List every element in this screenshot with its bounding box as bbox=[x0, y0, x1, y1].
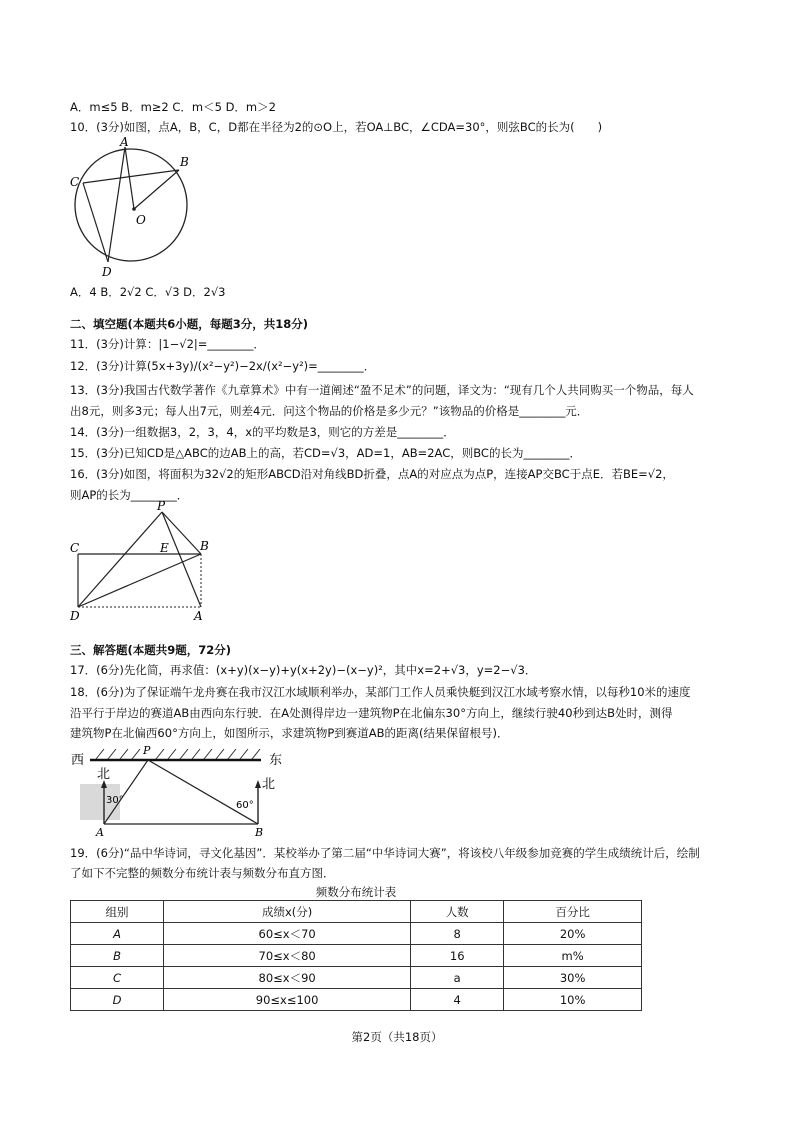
north-label-b: 北 bbox=[262, 777, 276, 792]
river-label-b: B bbox=[255, 826, 264, 839]
q19-text-line2: 了如下不完整的频数分布统计表与频数分布直方图． bbox=[70, 866, 335, 880]
q18-text-line2: 沿平行于岸边的赛道AB由西向东行驶．在A处测得岸边一建筑物P在北偏东30°方向上，继续行驶40秒到达B处时，测得 bbox=[70, 706, 673, 720]
q17-text: 17．(6分)先化简，再求值：(x+y)(x−y)+y(x+2y)−(x−y)²，其中x=2+√3，y=2−√3． bbox=[70, 663, 537, 677]
river-label-a: A bbox=[96, 826, 104, 839]
table-header: 人数 bbox=[411, 901, 504, 923]
q12-text: 12．(3分)计算(5x+3y)/(x²−y²)−2x/(x²−y²)=________． bbox=[70, 359, 376, 373]
angle-30-label: 30° bbox=[106, 795, 124, 806]
rect-label-c: C bbox=[70, 541, 80, 555]
q14-text: 14．(3分)一组数据3，2，3，4，x的平均数是3，则它的方差是________． bbox=[70, 425, 455, 439]
table-cell: 70≤x＜80 bbox=[164, 945, 411, 967]
table-cell: 20% bbox=[504, 923, 642, 945]
rect-label-e: E bbox=[160, 541, 169, 555]
table-cell: 80≤x＜90 bbox=[164, 967, 411, 989]
table-row bbox=[71, 923, 642, 945]
table-cell: 90≤x≤100 bbox=[164, 989, 411, 1011]
rect-label-d: D bbox=[70, 609, 80, 623]
table-header: 百分比 bbox=[504, 901, 642, 923]
q10-text: 10．(3分)如图，点A，B，C，D都在半径为2的⊙O上，若OA⊥BC，∠CDA=30°，则弦BC的长为( ) bbox=[70, 120, 603, 134]
circle-label-c: C bbox=[70, 175, 80, 189]
table-cell: 4 bbox=[411, 989, 504, 1011]
river-bank-figure bbox=[66, 740, 296, 840]
table-header-row bbox=[71, 901, 642, 923]
q11-text: 11．(3分)计算：|1−√2|=________． bbox=[70, 337, 265, 351]
circle-figure bbox=[66, 134, 196, 284]
west-label: 西 bbox=[71, 753, 85, 768]
circle-label-a: A bbox=[120, 135, 129, 149]
table-cell: 8 bbox=[411, 923, 504, 945]
table-cell: B bbox=[71, 945, 164, 967]
table-cell: A bbox=[71, 923, 164, 945]
circle-label-d: D bbox=[102, 265, 112, 279]
table-cell: 16 bbox=[411, 945, 504, 967]
section2-title: 二、填空题(本题共6小题，每题3分，共18分) bbox=[70, 317, 309, 331]
q13-text-line2: 出8元，则多3元；每人出7元，则差4元．问这个物品的价格是多少元？”该物品的价格是________元． bbox=[70, 404, 589, 418]
q9-options: A．m≤5 B．m≥2 C．m＜5 D．m＞2 bbox=[70, 100, 276, 114]
q10-options: A．4 B．2√2 C．√3 D．2√3 bbox=[70, 285, 226, 299]
east-label: 东 bbox=[269, 753, 283, 768]
table-cell: D bbox=[71, 989, 164, 1011]
rect-label-p: P bbox=[157, 499, 166, 513]
q13-text-line1: 13．(3分)我国古代数学著作《九章算术》中有一道阐述“盈不足术”的问题，译文为：“现有几个人共同购买一个物品，每人 bbox=[70, 383, 694, 397]
table-cell: m% bbox=[504, 945, 642, 967]
table-header: 成绩x(分) bbox=[164, 901, 411, 923]
angle-60-label: 60° bbox=[236, 800, 254, 811]
rect-label-a: A bbox=[194, 609, 203, 623]
q19-text-line1: 19．(6分)“品中华诗词，寻文化基因”．某校举办了第二届“中华诗词大赛”，将该校八年级参加竞赛的学生成绩统计后，绘制 bbox=[70, 846, 700, 860]
table-cell: 10% bbox=[504, 989, 642, 1011]
rect-label-b: B bbox=[200, 539, 209, 553]
circle-label-o: O bbox=[136, 213, 146, 227]
rectangle-fold-figure bbox=[66, 500, 226, 625]
q18-text-line1: 18．(6分)为了保证端午龙舟赛在我市汉江水域顺利举办，某部门工作人员乘快艇到汉江水域考察水情，以每秒10米的速度 bbox=[70, 685, 691, 699]
table-row bbox=[71, 989, 642, 1011]
section3-title: 三、解答题(本题共9题，72分) bbox=[70, 643, 232, 657]
table-row bbox=[71, 967, 642, 989]
table-cell: 60≤x＜70 bbox=[164, 923, 411, 945]
q16-text-line1: 16．(3分)如图，将面积为32√2的矩形ABCD沿对角线BD折叠，点A的对应点为点P，连接AP交BC于点E．若BE=√2， bbox=[70, 467, 674, 481]
table-cell: a bbox=[411, 967, 504, 989]
frequency-table bbox=[70, 900, 642, 1011]
q18-text-line3: 建筑物P在北偏西60°方向上，如图所示，求建筑物P到赛道AB的距离(结果保留根号)． bbox=[70, 726, 509, 740]
table-caption: 频数分布统计表 bbox=[315, 885, 397, 899]
river-label-p: P bbox=[143, 744, 151, 757]
page-footer: 第2页（共18页） bbox=[351, 1030, 443, 1044]
table-header: 组别 bbox=[71, 901, 164, 923]
table-cell: 30% bbox=[504, 967, 642, 989]
table-cell: C bbox=[71, 967, 164, 989]
q16-text-line2: 则AP的长为________． bbox=[70, 488, 189, 502]
table-row bbox=[71, 945, 642, 967]
circle-label-b: B bbox=[180, 155, 189, 169]
north-label-a: 北 bbox=[97, 767, 111, 782]
q15-text: 15．(3分)已知CD是△ABC的边AB上的高，若CD=√3，AD=1，AB=2AC，则BC的长为________． bbox=[70, 446, 581, 460]
